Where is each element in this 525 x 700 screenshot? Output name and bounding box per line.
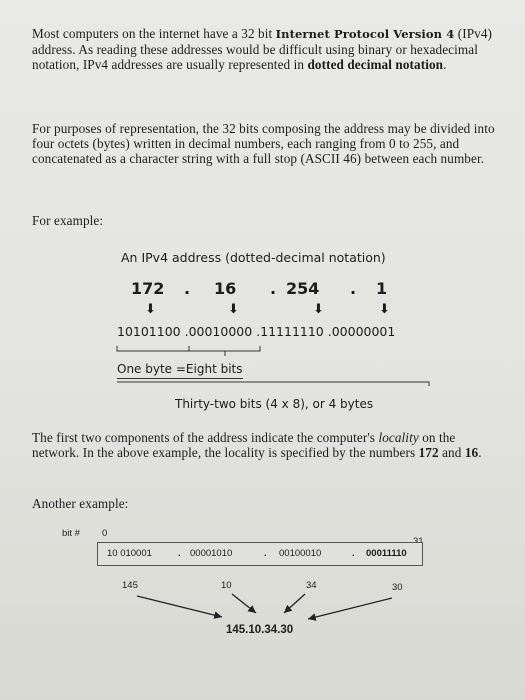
locality-paragraph bbox=[32, 430, 506, 460]
representation-paragraph: For purposes of representation, the 32 bits composing the address may be divided into four octets (bytes) written in decimal numbers, each ranging from 0 to 255, and concatenated as a character string with a full stop (ASCII 46) between each number. bbox=[32, 121, 495, 166]
bit-start: 0 bbox=[102, 528, 108, 539]
ipv4-term: Internet Protocol Version 4 bbox=[275, 27, 455, 41]
intro-text-end: . bbox=[443, 57, 447, 72]
binary-group-4: 00011110 bbox=[366, 548, 407, 559]
locality-text-mid: on the network. In the above example, the locality is specified by the numbers bbox=[32, 430, 456, 460]
for-example-label: For example: bbox=[32, 213, 104, 228]
decimal-4: 30 bbox=[392, 582, 403, 593]
intro-text: Most computers on the internet have a 32 bit bbox=[32, 26, 276, 41]
decimal-2: 10 bbox=[221, 580, 232, 591]
another-example-label: Another example: bbox=[32, 496, 129, 511]
binary-group-1: 10 010001 bbox=[107, 548, 152, 559]
total-bits-label: Thirty-two bits (4 x 8), or 4 bytes bbox=[175, 397, 374, 411]
octet-2: 16 bbox=[214, 279, 237, 298]
locality-term: locality bbox=[378, 430, 419, 445]
octet-4: 1 bbox=[376, 279, 388, 298]
dot-separator: . bbox=[270, 279, 277, 298]
locality-text: The first two components of the address indicate the computer's bbox=[32, 430, 379, 445]
binary-address: 10101100 .00010000 .11111110 .00000001 bbox=[117, 324, 396, 339]
intro-paragraph bbox=[32, 26, 506, 72]
intro-text-mid: (IPv4) address. As reading these addresses would be difficult using binary or hexadecimal notation, IPv4 addresses are usually represented in bbox=[32, 26, 493, 72]
byte-label: One byte =Eight bits bbox=[117, 362, 243, 379]
locality-and: and bbox=[438, 445, 465, 460]
octet-1: 172 bbox=[131, 279, 165, 298]
dot-separator: . bbox=[178, 548, 181, 559]
dotted-decimal-term: dotted decimal notation bbox=[307, 57, 444, 72]
decimal-1: 145 bbox=[122, 580, 138, 591]
result-address: 145.10.34.30 bbox=[226, 624, 294, 636]
dot-separator: . bbox=[184, 279, 191, 298]
binary-group-3: 00100010 bbox=[279, 548, 322, 559]
octet-3: 254 bbox=[286, 279, 320, 298]
down-arrow-icon: ⬇ bbox=[228, 302, 239, 317]
locality-text-end: . bbox=[478, 445, 482, 460]
down-arrow-icon: ⬇ bbox=[379, 302, 390, 317]
locality-number-2: 16 bbox=[464, 445, 479, 460]
dot-separator: . bbox=[264, 548, 267, 559]
binary-box bbox=[97, 542, 423, 566]
dot-separator: . bbox=[352, 548, 355, 559]
figure-caption: An IPv4 address (dotted-decimal notation) bbox=[121, 250, 386, 265]
down-arrow-icon: ⬇ bbox=[313, 302, 324, 317]
bit-number-label: bit # bbox=[62, 528, 80, 539]
down-arrow-icon: ⬇ bbox=[145, 302, 156, 317]
dot-separator: . bbox=[350, 279, 357, 298]
locality-number-1: 172 bbox=[418, 445, 439, 460]
decimal-3: 34 bbox=[306, 580, 317, 591]
binary-group-2: 00001010 bbox=[190, 548, 233, 559]
